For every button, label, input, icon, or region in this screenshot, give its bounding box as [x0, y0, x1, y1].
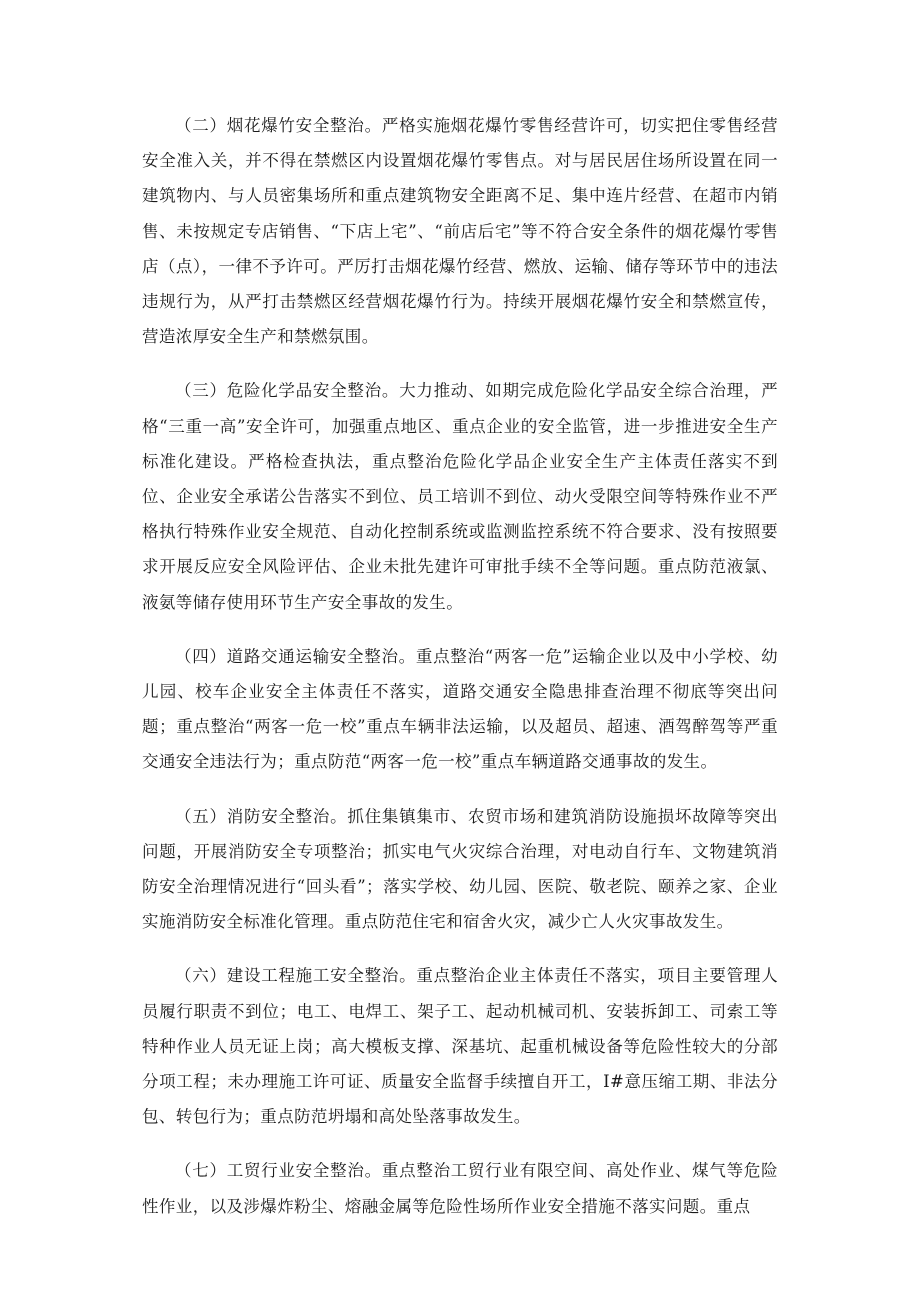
paragraph-fire-safety: （五）消防安全整治。抓住集镇集市、农贸市场和建筑消防设施损坏故障等突出问题，开展消防安全专项整治；抓实电气火灾综合治理，对电动自行车、文物建筑消防安全治理情况进行“回头看”；落实学校、幼儿园、医院、敬老院、颐养之家、企业实施消防安全标准化管理。重点防范住宅和宿舍火灾，减少亡人火灾事故发生。 — [142, 806, 778, 932]
paragraph-industry-trade-safety: （七）工贸行业安全整治。重点整治工贸行业有限空间、高处作业、煤气等危险性作业，以及涉爆炸粉尘、熔融金属等危险性场所作业安全措施不落实问题。重点 — [142, 1161, 778, 1216]
paragraph-fireworks-safety: （二）烟花爆竹安全整治。严格实施烟花爆竹零售经营许可，切实把住零售经营安全准入关，并不得在禁燃区内设置烟花爆竹零售点。对与居民居住场所设置在同一建筑物内、与人员密集场所和重点建筑物安全距离不足、集中连片经营、在超市内销售、未按规定专店销售、“下店上宅”、“前店后宅”等不符合安全条件的烟花爆竹零售店（点），一律不予许可。严厉打击烟花爆竹经营、燃放、运输、储存等环节中的违法违规行为，从严打击禁燃区经营烟花爆竹行为。持续开展烟花爆竹安全和禁燃宣传，营造浓厚安全生产和禁燃氛围。 — [142, 116, 778, 347]
paragraph-construction-safety: （六）建设工程施工安全整治。重点整治企业主体责任不落实，项目主要管理人员履行职责不到位；电工、电焊工、架子工、起动机械司机、安装拆卸工、司索工等特种作业人员无证上岗；高大模板支撑、深基坑、起重机械设备等危险性较大的分部分项工程；未办理施工许可证、质量安全监督手续擅自开工，I#意压缩工期、非法分包、转包行为；重点防范坍塌和高处坠落事故发生。 — [142, 966, 778, 1127]
paragraph-hazardous-chemicals-safety: （三）危险化学品安全整治。大力推动、如期完成危险化学品安全综合治理，严格“三重一高”安全许可，加强重点地区、重点企业的安全监管，进一步推进安全生产标准化建设。严格检查执法，重点整治危险化学品企业安全生产主体责任落实不到位、企业安全承诺公告落实不到位、员工培训不到位、动火受限空间等特殊作业不严格执行特殊作业安全规范、自动化控制系统或监测监控系统不符合要求、没有按照要求开展反应安全风险评估、企业未批先建许可审批手续不全等问题。重点防范液氯、液氨等储存使用环节生产安全事故的发生。 — [142, 381, 778, 612]
paragraph-road-transport-safety: （四）道路交通运输安全整治。重点整治“两客一危”运输企业以及中小学校、幼儿园、校车企业安全主体责任不落实，道路交通安全隐患排查治理不彻底等突出问题；重点整治“两客一危一校”重点车辆非法运输，以及超员、超速、酒驾醉驾等严重交通安全违法行为；重点防范“两客一危一校”重点车辆道路交通事故的发生。 — [142, 646, 778, 772]
document-body — [142, 108, 778, 1243]
